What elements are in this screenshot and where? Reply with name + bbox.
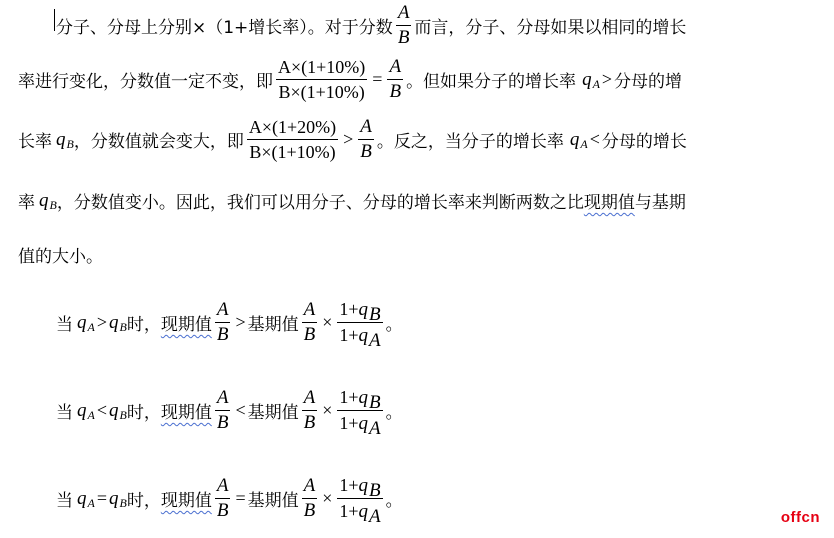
subscript-a: A: [87, 320, 95, 334]
var-q: q: [358, 413, 369, 434]
fraction-a-over-b: [302, 387, 318, 434]
numerator: A: [387, 56, 403, 80]
fraction-a-over-b: [215, 299, 231, 346]
subscript-a: A: [87, 496, 95, 510]
relation-sign: <: [235, 400, 246, 420]
text-segment: 分母的增长: [601, 132, 687, 152]
spellcheck-underlined-text: 现期值: [583, 193, 635, 213]
current-value-label: 现期值: [160, 491, 212, 511]
one-plus: 1+: [339, 501, 359, 521]
rule-end: 。: [385, 315, 403, 335]
denominator: B: [360, 141, 372, 162]
var-q: q: [77, 311, 87, 333]
greater-sign: >: [601, 69, 613, 89]
denominator: [337, 323, 382, 351]
text-segment: 而言，分子、分母如果以相同的增长: [414, 18, 687, 38]
fraction-a-over-b: [215, 475, 231, 522]
subscript-a: A: [87, 408, 95, 422]
subscript-a: A: [580, 137, 588, 151]
fraction-a-over-b: [358, 116, 374, 163]
text-cursor: [54, 9, 55, 31]
rule-row-equal: [56, 474, 834, 527]
text-segment: 。反之，当分子的增长率: [376, 132, 564, 152]
numerator: A×(1+20%): [247, 116, 338, 140]
var-q: q: [582, 68, 592, 90]
paragraph-line-5: [18, 242, 834, 267]
rule-when: 当: [56, 403, 73, 423]
numerator: A: [215, 299, 231, 323]
fraction-a-over-b: [302, 299, 318, 346]
base-value-label: 基期值: [247, 403, 299, 423]
base-value-label: 基期值: [247, 315, 299, 335]
var-q: q: [358, 475, 369, 496]
fraction-growth-ratio: [337, 474, 382, 527]
text-segment: 率: [18, 193, 35, 213]
less-sign: <: [589, 129, 600, 149]
fraction-a-over-b: [302, 475, 318, 522]
var-q: q: [109, 311, 119, 333]
relation-sign: >: [96, 312, 107, 332]
numerator: [337, 386, 382, 411]
relation-sign: >: [235, 312, 246, 332]
relation-sign: <: [96, 400, 107, 420]
subscript-b: B: [119, 408, 127, 422]
fraction-growth-ratio: [337, 386, 382, 439]
times-sign: ×: [322, 312, 333, 332]
relation-sign: =: [96, 488, 107, 508]
var-q: q: [56, 128, 66, 150]
subscript-b: B: [119, 496, 127, 510]
text-segment: ，分数值变小。因此，我们可以用分子、分母的增长率来判断两数之比: [56, 193, 584, 213]
fraction-growth-ratio: [337, 298, 382, 351]
denominator: B: [303, 324, 316, 345]
subscript-a: A: [369, 418, 381, 439]
subscript-a: A: [592, 77, 600, 91]
rule-row-greater: [56, 298, 834, 351]
times-sign: ×: [322, 488, 333, 508]
numerator: A: [215, 475, 231, 499]
one-plus: 1+: [339, 325, 359, 345]
greater-sign: >: [343, 129, 354, 149]
denominator: [337, 499, 382, 527]
denominator: B: [216, 324, 229, 345]
one-plus: 1+: [339, 387, 359, 407]
text-segment: ，分数值就会变大，即: [73, 132, 244, 152]
subscript-b: B: [49, 198, 57, 212]
denominator: B: [389, 81, 402, 102]
rule-end: 。: [385, 491, 403, 511]
subscript-b: B: [369, 480, 381, 501]
numerator: A: [302, 387, 318, 411]
denominator: B: [216, 412, 229, 433]
rule-end: 。: [385, 403, 403, 423]
rule-tail: 时，: [126, 491, 161, 511]
text-segment: 分子、分母上分别×（1+增长率）。对于分数: [56, 18, 393, 38]
denominator: B×(1+10%): [278, 82, 365, 102]
rule-when: 当: [56, 491, 73, 511]
numerator: [337, 298, 382, 323]
current-value-label: 现期值: [160, 315, 212, 335]
subscript-b: B: [66, 137, 74, 151]
text-segment: 分母的增: [614, 72, 683, 92]
base-value-label: 基期值: [247, 491, 299, 511]
var-q: q: [77, 399, 87, 421]
subscript-b: B: [369, 304, 381, 325]
one-plus: 1+: [339, 299, 359, 319]
subscript-a: A: [369, 330, 381, 351]
numerator: A×(1+10%): [276, 56, 367, 80]
current-value-label: 现期值: [160, 403, 212, 423]
one-plus: 1+: [339, 413, 359, 433]
one-plus: 1+: [339, 475, 359, 495]
paragraph-line-3: [18, 116, 834, 163]
relation-sign: =: [235, 488, 246, 508]
denominator: B: [216, 500, 229, 521]
fraction-10-over-10: [276, 56, 367, 103]
var-q: q: [358, 299, 369, 320]
fraction-20-over-10: [247, 116, 338, 163]
paragraph-line-4: [18, 188, 834, 213]
var-q: q: [109, 399, 119, 421]
text-segment: 率进行变化，分数值一定不变，即: [18, 72, 273, 92]
rule-row-less: [56, 386, 834, 439]
text-segment: 长率: [18, 132, 52, 152]
paragraph-line-2: [18, 56, 834, 103]
text-segment: 。但如果分子的增长率: [406, 72, 577, 92]
fraction-a-over-b: [387, 56, 403, 103]
subscript-b: B: [119, 320, 127, 334]
denominator: [337, 411, 382, 439]
rule-when: 当: [56, 315, 73, 335]
paragraph-line-1: [56, 2, 834, 49]
rule-tail: 时，: [126, 315, 161, 335]
subscript-b: B: [369, 392, 381, 413]
rule-tail: 时，: [126, 403, 161, 423]
equals-sign: =: [372, 69, 383, 89]
text-segment: 与基期: [634, 193, 686, 213]
denominator: B: [397, 27, 410, 48]
denominator: B: [303, 500, 316, 521]
numerator: A: [302, 475, 318, 499]
watermark-logo: offcn: [780, 509, 820, 526]
text-segment: 值的大小。: [18, 247, 103, 267]
numerator: A: [215, 387, 231, 411]
var-q: q: [77, 487, 87, 509]
fraction-a-over-b: [396, 2, 412, 49]
var-q: q: [569, 128, 580, 150]
denominator: B: [303, 412, 316, 433]
var-q: q: [358, 501, 369, 522]
denominator: B×(1+10%): [249, 142, 336, 162]
numerator: A: [358, 116, 374, 140]
var-q: q: [39, 189, 49, 211]
var-q: q: [358, 387, 369, 408]
times-sign: ×: [322, 400, 333, 420]
subscript-a: A: [369, 506, 381, 527]
numerator: [337, 474, 382, 499]
var-q: q: [358, 325, 369, 346]
var-q: q: [109, 487, 119, 509]
numerator: A: [302, 299, 318, 323]
numerator: A: [396, 2, 412, 26]
fraction-a-over-b: [215, 387, 231, 434]
